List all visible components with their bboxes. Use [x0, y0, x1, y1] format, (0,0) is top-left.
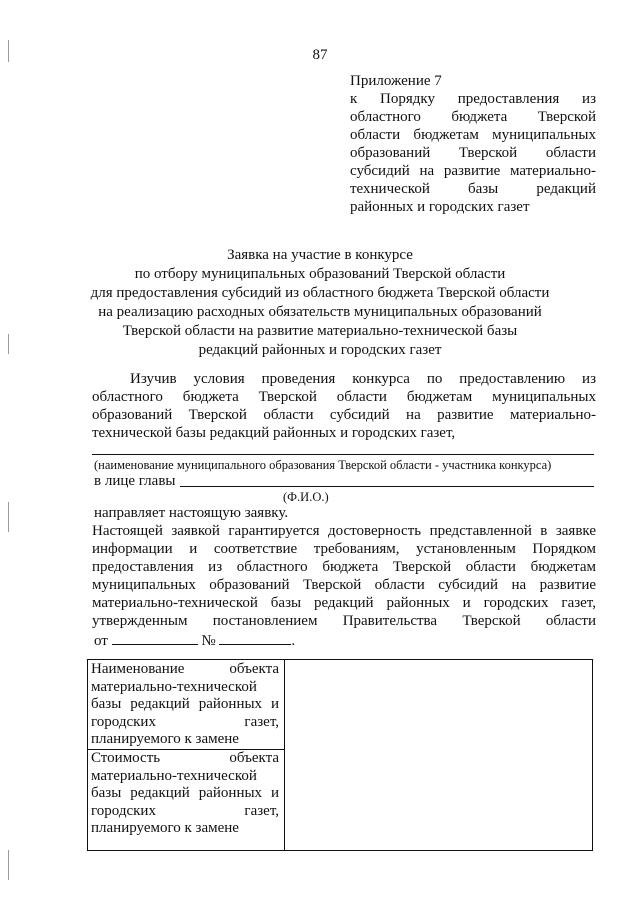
cell-line: городских газет, [91, 802, 279, 819]
table-row-label [91, 661, 279, 749]
sends-application-text: направляет настоящую заявку. [94, 505, 289, 521]
guarantee-line: информации и соответствие требованиям, установленным Порядком [92, 541, 596, 557]
heading-line: для предоставления субсидий из областного бюджета Тверской области [90, 285, 550, 301]
appendix-line: к Порядку предоставления из [350, 91, 596, 107]
page-number: 87 [312, 47, 328, 63]
cell-line: планируемого к замене [91, 820, 239, 837]
number-blank[interactable] [219, 630, 291, 645]
from-label: от [94, 633, 108, 649]
line-end-period: . [291, 633, 296, 649]
head-label: в лице главы [94, 473, 176, 489]
heading-line: Тверской области на развитие материально-технической базы [122, 323, 518, 339]
intro-line: образований Тверской области субсидий на развитие материально- [92, 407, 596, 423]
heading-line: на реализацию расходных обязательств муниципальных образований [98, 304, 542, 320]
intro-line: областного бюджета Тверской области бюджетам муниципальных [92, 389, 596, 405]
cell-line: Стоимость объекта [91, 750, 279, 766]
intro-paragraph [92, 370, 596, 442]
appendix-line: образований Тверской области [350, 145, 596, 161]
table-column-divider [284, 660, 285, 850]
scan-edge-mark [8, 850, 9, 880]
document-heading [0, 246, 640, 360]
intro-line: технической базы редакций районных и городских газет, [92, 425, 456, 441]
appendix-line: районных и городских газет [350, 199, 530, 215]
heading-line: по отбору муниципальных образований Тверской области [134, 266, 506, 282]
intro-line: Изучив условия проведения конкурса по предоставлению из [130, 371, 596, 387]
cell-line: базы редакций районных и [91, 696, 279, 713]
cell-line: материально-технической [91, 767, 257, 784]
guarantee-line: Настоящей заявкой гарантируется достоверность представленной в заявке [92, 523, 596, 539]
guarantee-line: предоставления из областного бюджета Тверской области бюджетам [92, 559, 596, 575]
appendix-reference [350, 90, 596, 216]
guarantee-line: муниципальных образований Тверской области субсидий на развитие [92, 577, 596, 593]
cell-line: планируемого к замене [91, 731, 239, 748]
scan-edge-mark [8, 502, 9, 532]
guarantee-paragraph [92, 522, 596, 630]
fio-caption: (Ф.И.О.) [283, 490, 329, 504]
heading-line: Заявка на участие в конкурсе [227, 247, 413, 263]
cell-line: Наименование объекта [91, 661, 279, 677]
guarantee-line: утвержденным постановлением Правительства Тверской области [92, 613, 596, 629]
municipality-caption: (наименование муниципального образования Тверской области - участника конкурса) [94, 458, 552, 472]
cell-line: базы редакций районных и [91, 785, 279, 802]
guarantee-line: материально-технической базы редакций районных и городских газет, [92, 595, 596, 611]
appendix-line: субсидий на развитие материально- [350, 163, 596, 179]
approval-date-line [94, 630, 295, 650]
date-blank[interactable] [112, 630, 198, 645]
object-table [87, 659, 593, 851]
number-label: № [201, 633, 216, 649]
appendix-line: областного бюджета Тверской [350, 109, 596, 125]
cell-line: материально-технической [91, 678, 257, 695]
table-row-label [91, 750, 279, 838]
municipality-name-line[interactable] [92, 454, 594, 455]
cell-line: городских газет, [91, 713, 279, 730]
appendix-title: Приложение 7 [350, 73, 442, 89]
head-name-line[interactable] [180, 486, 594, 487]
appendix-line: технической базы редакций [350, 181, 596, 197]
heading-line: редакций районных и городских газет [198, 342, 442, 358]
appendix-line: области бюджетам муниципальных [350, 127, 596, 143]
